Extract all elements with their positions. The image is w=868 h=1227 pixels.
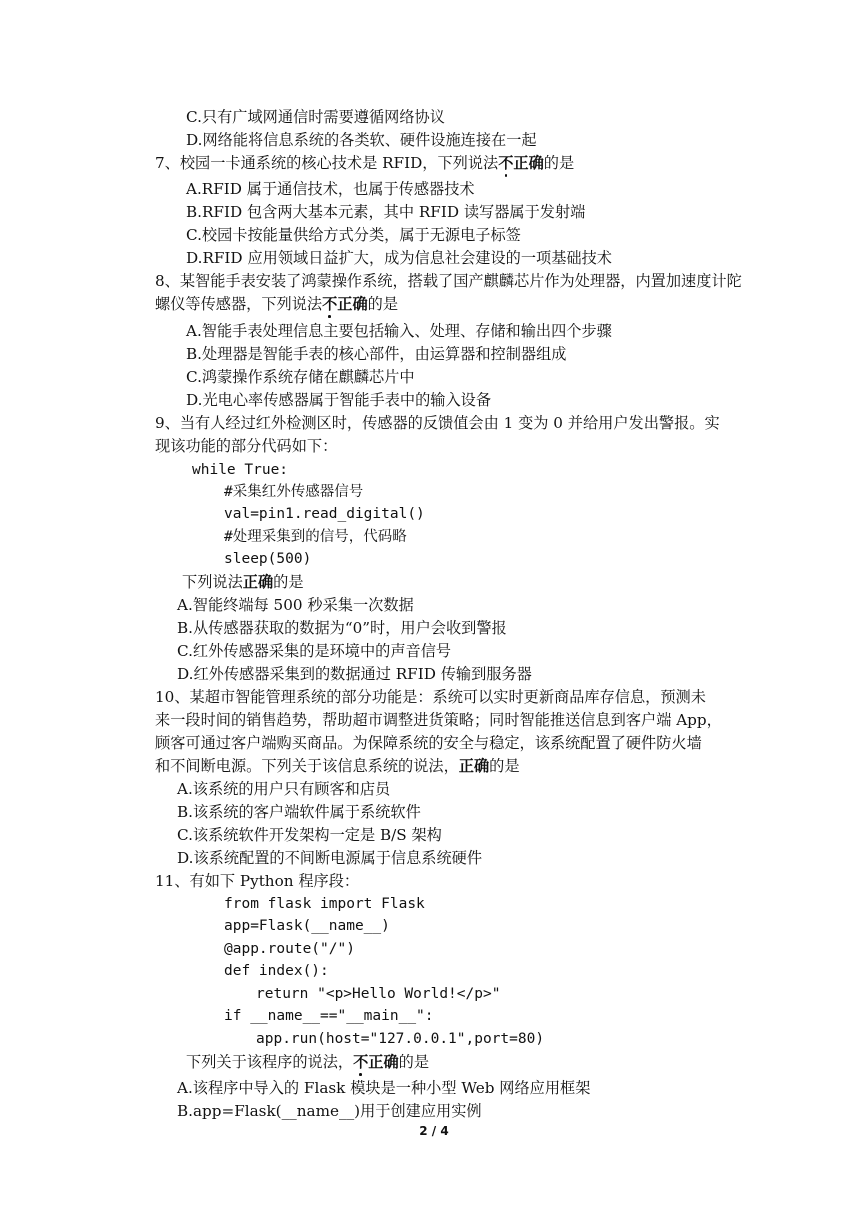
q8-option-c: C.鸿蒙操作系统存储在麒麟芯片中 — [186, 368, 415, 386]
q9-code-line: val=pin1.read_digital() — [224, 506, 425, 522]
q9-stem-line1: 9、当有人经过红外检测区时，传感器的反馈值会由 1 变为 0 并给用户发出警报。实 — [155, 414, 720, 432]
q10-option-c: C.该系统软件开发架构一定是 B/S 架构 — [177, 826, 442, 844]
q10-option-a: A.该系统的用户只有顾客和店员 — [177, 780, 391, 798]
q9-code-line: while True: — [192, 462, 289, 478]
q11-code-line: app.run(host="127.0.0.1",port=80) — [256, 1031, 545, 1047]
q10-stem-line1: 10、某超市智能管理系统的部分功能是：系统可以实时更新商品库存信息，预测未 — [155, 688, 706, 706]
q9-code-line: #处理采集到的信号，代码略 — [224, 529, 407, 545]
q9-option-c: C.红外传感器采集的是环境中的声音信号 — [177, 642, 452, 660]
q11-option-b: B.app=Flask(__name__)用于创建应用实例 — [177, 1102, 482, 1120]
q11-prompt: 下列关于该程序的说法，不正确的是 — [186, 1053, 429, 1071]
page-number: 2 / 4 — [419, 1124, 449, 1138]
q11-option-a: A.该程序中导入的 Flask 模块是一种小型 Web 网络应用框架 — [177, 1079, 591, 1097]
q11-stem: 11、有如下 Python 程序段： — [155, 872, 360, 890]
q6-option-c: C.只有广域网通信时需要遵循网络协议 — [186, 108, 445, 126]
q8-option-b: B.处理器是智能手表的核心部件，由运算器和控制器组成 — [186, 345, 567, 363]
q10-stem-line4: 和不间断电源。下列关于该信息系统的说法，正确的是 — [155, 757, 520, 775]
q9-option-a: A.智能终端每 500 秒采集一次数据 — [177, 596, 414, 614]
q9-option-b: B.从传感器获取的数据为“0”时，用户会收到警报 — [177, 619, 507, 637]
q9-code-line: sleep(500) — [224, 551, 312, 567]
q8-option-a: A.智能手表处理信息主要包括输入、处理、存储和输出四个步骤 — [186, 322, 612, 340]
q10-stem-line3: 顾客可通过客户端购买商品。为保障系统的安全与稳定，该系统配置了硬件防火墙 — [155, 734, 702, 752]
q7-option-d: D.RFID 应用领域日益扩大，成为信息社会建设的一项基础技术 — [186, 249, 612, 267]
q10-option-d: D.该系统配置的不间断电源属于信息系统硬件 — [177, 849, 483, 867]
q6-option-d: D.网络能将信息系统的各类软、硬件设施连接在一起 — [186, 131, 537, 149]
q11-code-line: from flask import Flask — [224, 896, 425, 912]
q9-prompt: 下列说法正确的是 — [182, 573, 304, 591]
q11-code-line: return "<p>Hello World!</p>" — [256, 986, 501, 1002]
q10-stem-line2: 来一段时间的销售趋势，帮助超市调整进货策略；同时智能推送信息到客户端 App， — [155, 711, 722, 729]
q11-code-line: def index(): — [224, 963, 329, 979]
q11-code-line: @app.route("/") — [224, 941, 355, 957]
q9-option-d: D.红外传感器采集到的数据通过 RFID 传输到服务器 — [177, 665, 532, 683]
q8-option-d: D.光电心率传感器属于智能手表中的输入设备 — [186, 391, 492, 409]
q10-option-b: B.该系统的客户端软件属于系统软件 — [177, 803, 421, 821]
q8-stem-line1: 8、某智能手表安装了鸿蒙操作系统，搭载了国产麒麟芯片作为处理器，内置加速度计陀 — [155, 272, 742, 290]
q11-code-line: app=Flask(__name__) — [224, 918, 390, 934]
q9-code-line: #采集红外传感器信号 — [224, 484, 364, 500]
q7-option-a: A.RFID 属于通信技术，也属于传感器技术 — [186, 180, 475, 198]
q9-stem-line2: 现该功能的部分代码如下： — [155, 437, 338, 455]
q8-stem-line2: 螺仪等传感器，下列说法不正确的是 — [155, 295, 398, 313]
q11-code-line: if __name__=="__main__": — [224, 1008, 434, 1024]
q7-option-b: B.RFID 包含两大基本元素，其中 RFID 读写器属于发射端 — [186, 203, 586, 221]
q7-stem: 7、校园一卡通系统的核心技术是 RFID，下列说法不正确的是 — [155, 154, 575, 172]
q7-option-c: C.校园卡按能量供给方式分类，属于无源电子标签 — [186, 226, 521, 244]
